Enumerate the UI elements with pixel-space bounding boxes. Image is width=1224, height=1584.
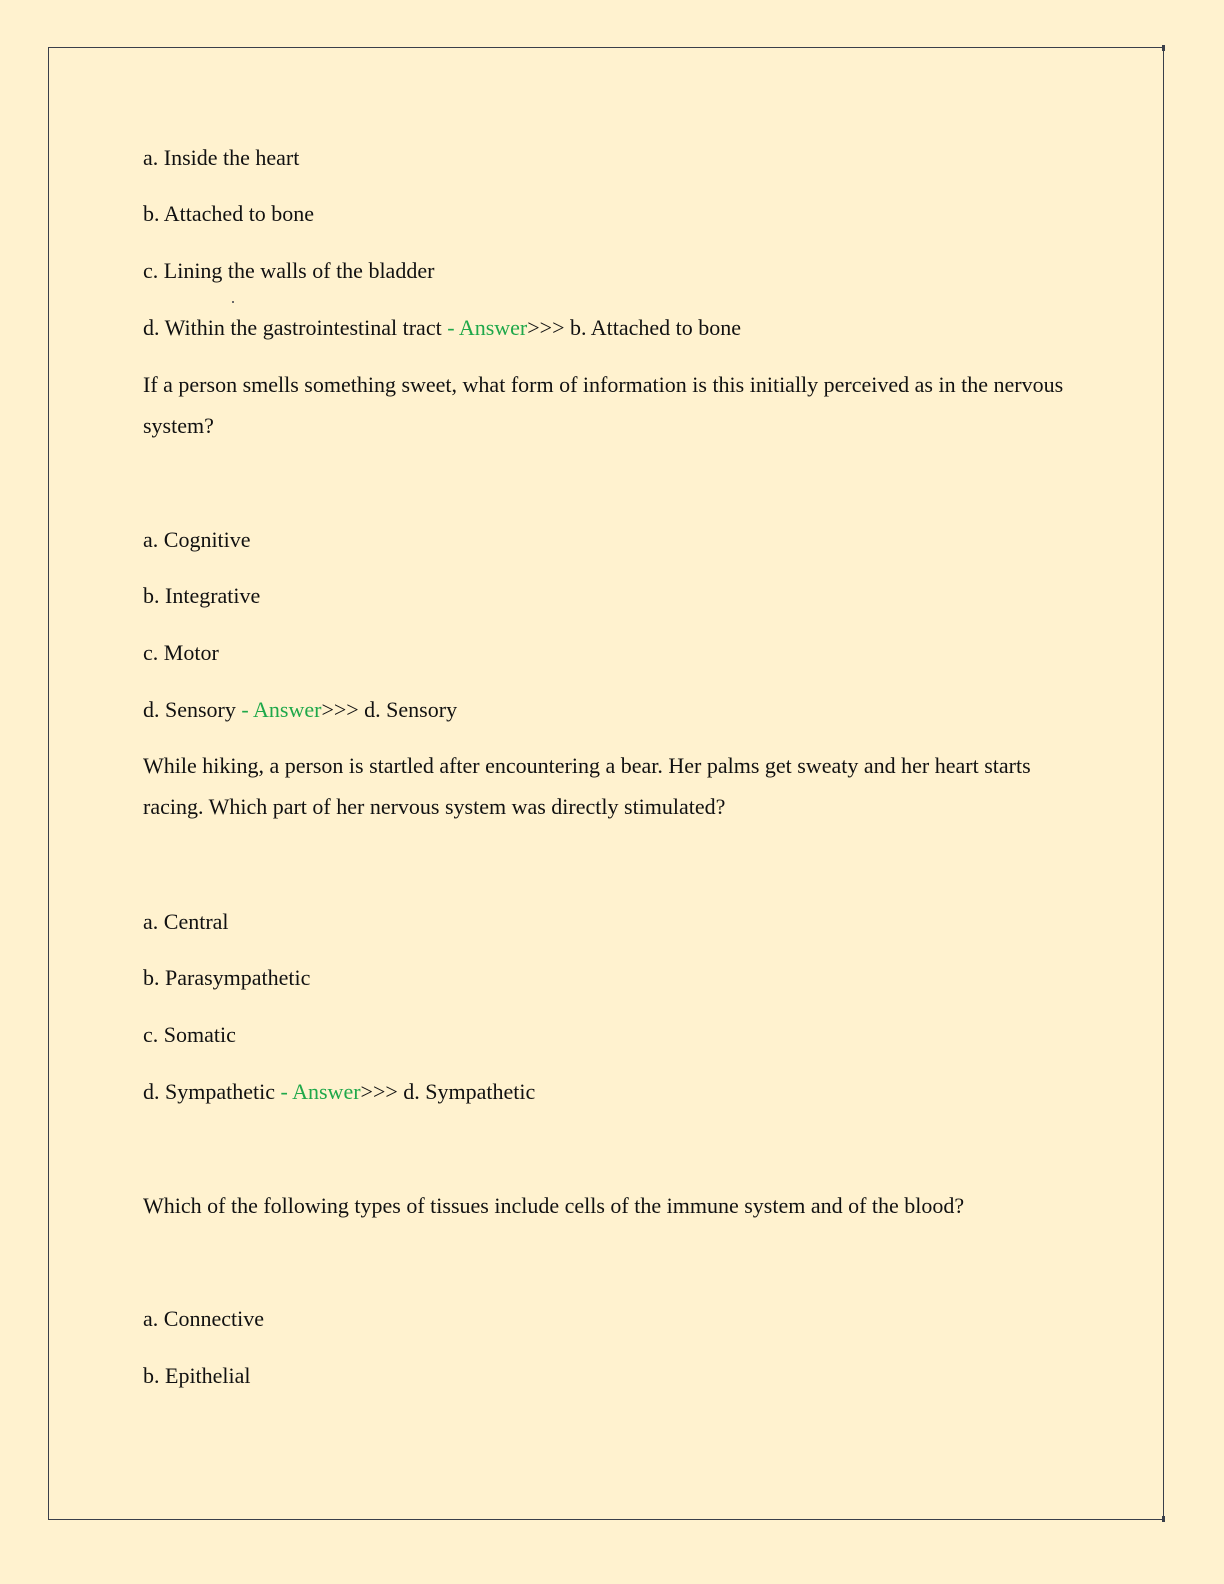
q2-answer-label: Answer bbox=[253, 697, 322, 722]
q3-answer-label: Answer bbox=[292, 1079, 361, 1104]
q2-answer-separator: - bbox=[235, 697, 254, 722]
border-tick-top bbox=[1162, 45, 1165, 51]
q2-option-c: c. Motor bbox=[143, 640, 219, 665]
q2-option-b: b. Integrative bbox=[143, 583, 261, 608]
q3-answer-separator: - bbox=[274, 1079, 293, 1104]
q2-option-d-with-answer bbox=[143, 697, 457, 723]
q2-option-a: a. Cognitive bbox=[143, 527, 251, 552]
q2-answer-text: >>> d. Sensory bbox=[321, 697, 458, 722]
q1-option-d: d. Within the gastrointestinal tract bbox=[143, 315, 442, 340]
q4-option-a: a. Connective bbox=[143, 1306, 264, 1331]
q1-option-b: b. Attached to bone bbox=[143, 201, 315, 226]
q3-option-b: b. Parasympathetic bbox=[143, 965, 311, 990]
q3-option-c: c. Somatic bbox=[143, 1022, 236, 1047]
q2-option-d: d. Sensory bbox=[143, 697, 236, 722]
q3-question: While hiking, a person is startled after encountering a bear. Her palms get sweaty and her heart starts racing. Which part of her nervous system was directly stimulated? bbox=[143, 753, 1031, 819]
q4-question: Which of the following types of tissues include cells of the immune system and of the blood? bbox=[143, 1193, 965, 1218]
q3-option-d-with-answer bbox=[143, 1079, 535, 1105]
q1-option-d-with-answer bbox=[143, 315, 741, 341]
q1-option-a: a. Inside the heart bbox=[143, 145, 300, 170]
border-tick-bottom bbox=[1162, 1516, 1165, 1522]
q1-answer-separator: - bbox=[441, 315, 459, 340]
q2-question: If a person smells something sweet, what form of information is this initially perceived as in the nervous system? bbox=[143, 372, 1064, 438]
q1-answer-text: >>> b. Attached to bone bbox=[527, 315, 742, 340]
q3-option-a: a. Central bbox=[143, 909, 229, 934]
stray-dot bbox=[232, 301, 234, 303]
q3-option-d: d. Sympathetic bbox=[143, 1079, 275, 1104]
q3-answer-text: >>> d. Sympathetic bbox=[360, 1079, 536, 1104]
q1-answer-label: Answer bbox=[458, 315, 528, 340]
q1-option-c: c. Lining the walls of the bladder bbox=[143, 258, 435, 283]
q4-option-b: b. Epithelial bbox=[143, 1363, 251, 1388]
